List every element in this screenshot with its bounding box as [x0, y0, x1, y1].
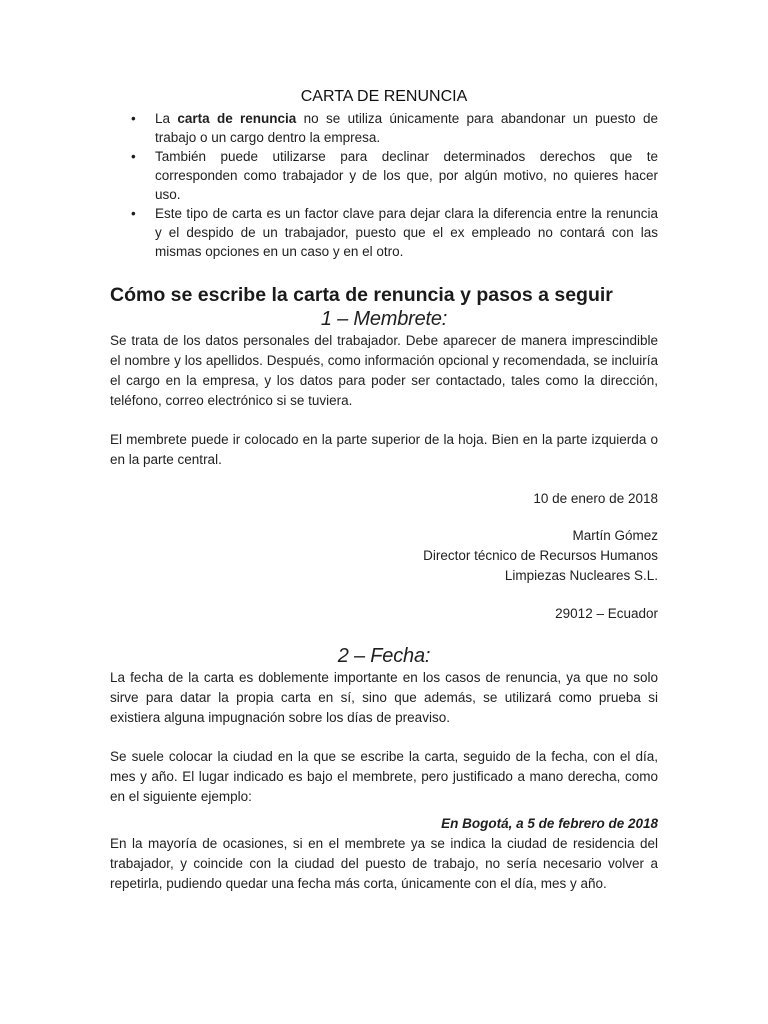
bullet-item — [131, 204, 658, 261]
bullet-dot-icon: • — [131, 149, 136, 164]
step2-paragraph-1: La fecha de la carta es doblemente importante en los casos de renuncia, ya que no solo sirve para datar la propia carta en sí, sino que además, se utilizará como prueba si existiera alguna impugnación sobre los días de preaviso. — [110, 670, 658, 725]
bullet-dot-icon: • — [131, 206, 136, 221]
step1-paragraph-1: Se trata de los datos personales del trabajador. Debe aparecer de manera imprescindible el nombre y los apellidos. Después, como información opcional y recomendada, se incluiría el cargo en la empresa, y los datos para poder ser contactado, tales como la dirección, teléfono, correo electrónico si se tuviera. — [110, 333, 658, 408]
bullet-strong-term: carta de renuncia — [177, 111, 297, 126]
example-postal: 29012 – Ecuador — [555, 606, 658, 621]
document-title: CARTA DE RENUNCIA — [300, 88, 468, 105]
bullet-dot-icon: • — [131, 111, 136, 126]
intro-bullet-list — [110, 109, 658, 261]
document-content — [110, 88, 658, 913]
bullet-text: También puede utilizarse para declinar determinados derechos que te corresponden como trabajador y de los que, por algún motivo, no quieres hacer uso. — [155, 149, 658, 202]
date-example-line: En Bogotá, a 5 de febrero de 2018 — [441, 816, 658, 831]
example-sender-block — [110, 526, 658, 586]
bullet-rest: no se utiliza únicamente para abandonar un puesto de trabajo o un cargo dentro la empresa. — [155, 111, 658, 145]
bullet-item — [131, 147, 658, 204]
example-date: 10 de enero de 2018 — [533, 491, 658, 506]
section-heading: Cómo se escribe la carta de renuncia y pasos a seguir — [110, 284, 613, 306]
example-company: Limpiezas Nucleares S.L. — [504, 568, 658, 583]
example-name: Martín Gómez — [572, 528, 658, 543]
step2-paragraph-3: En la mayoría de ocasiones, si en el membrete ya se indica la ciudad de residencia del trabajador, y coincide con la ciudad del puesto de trabajo, no sería necesario volver a repetirla, pudiendo quedar una fecha más corta, únicamente con el día, mes y año. — [110, 836, 658, 891]
bullet-lead: La — [155, 111, 178, 126]
step1-paragraph-2: El membrete puede ir colocado en la parte superior de la hoja. Bien en la parte izquierda o en la parte central. — [110, 432, 658, 467]
example-position: Director técnico de Recursos Humanos — [423, 548, 658, 563]
letterhead-example — [110, 489, 658, 624]
bullet-text: Este tipo de carta es un factor clave para dejar clara la diferencia entre la renuncia y el despido de un trabajador, puesto que el ex empleado no contará con las mismas opciones en un caso y en el otro. — [155, 206, 658, 259]
step2-paragraph-2: Se suele colocar la ciudad en la que se escribe la carta, seguido de la fecha, con el día, mes y año. El lugar indicado es bajo el membrete, pero justificado a mano derecha, como en el siguiente ejemplo: — [110, 749, 658, 804]
bullet-item — [131, 109, 658, 147]
step1-heading: 1 – Membrete: — [320, 308, 448, 330]
step2-heading: 2 – Fecha: — [337, 645, 431, 667]
